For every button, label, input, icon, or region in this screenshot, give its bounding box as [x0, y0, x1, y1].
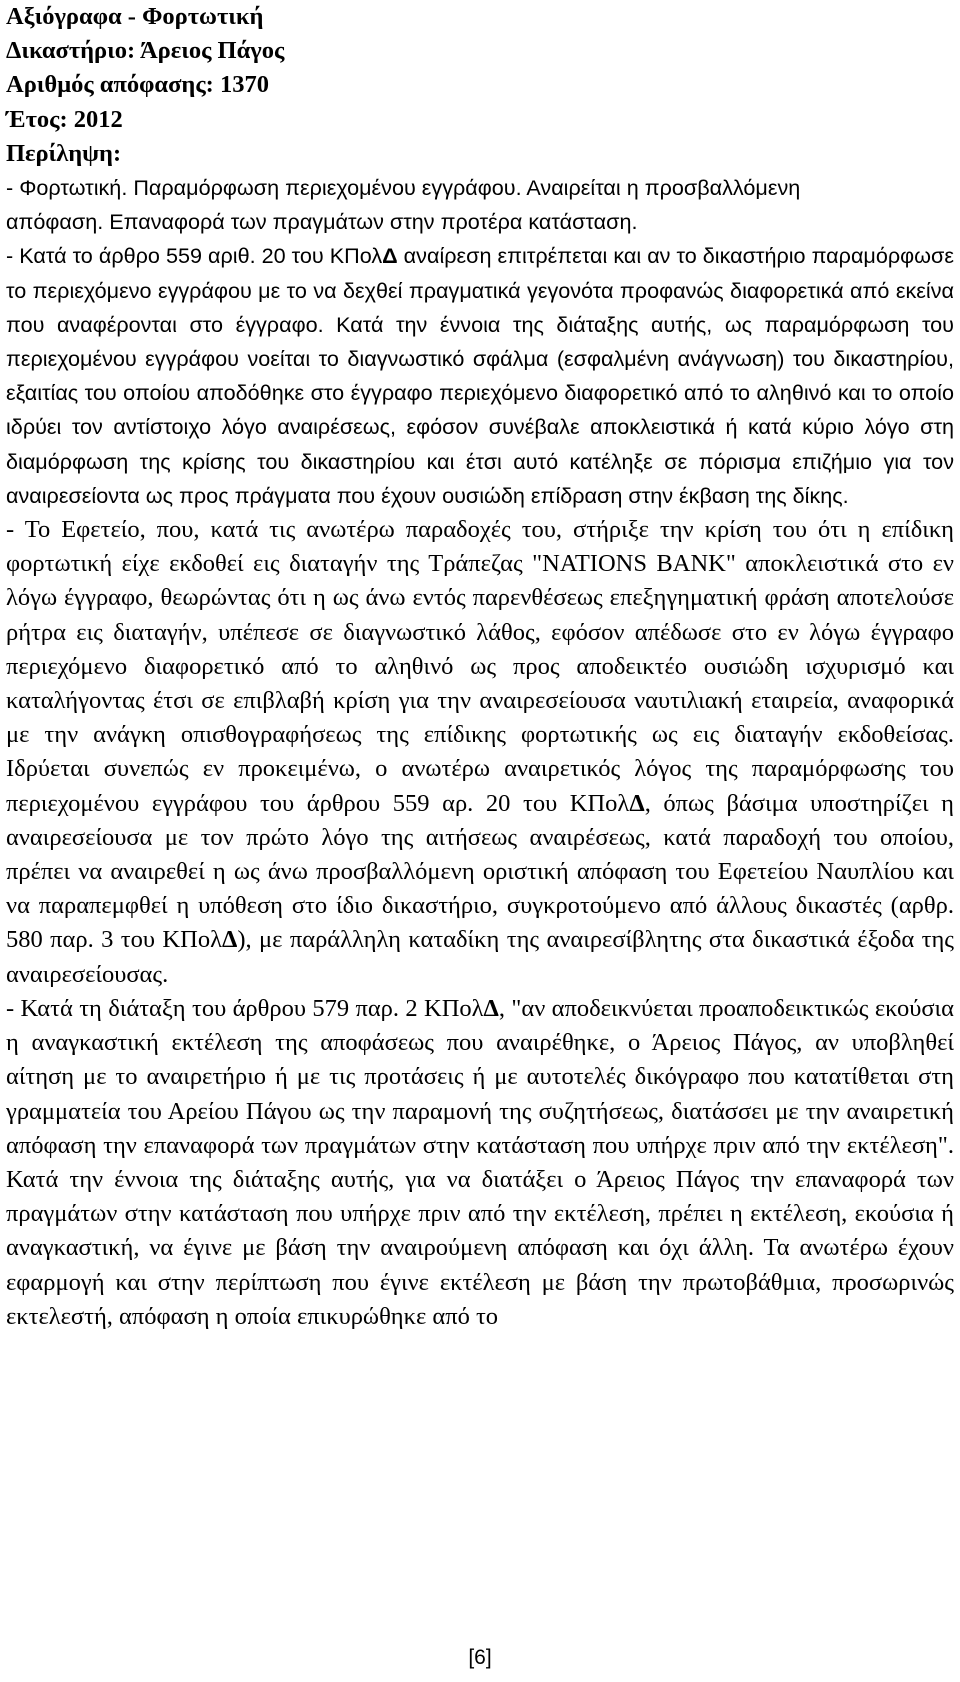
document-category: Αξιόγραφα - Φορτωτική [6, 3, 264, 30]
paragraph-text: αναίρεση επιτρέπεται και αν το δικαστήριο παραμόρφωσε το περιεχόμενο εγγράφου με το να δεχθεί πραγματικά γεγονότα προφανώς διαφορετικά από εκείνα που αναφέρονται στο έγγραφο. Κατά την έννοια της διάταξης αυτής, ως παραμόρφωση του περιεχομένου εγγράφου νοείται το διαγνωστικό σφάλμα (εσφαλμένη ανάγνωση) του δικαστηρίου, εξαιτίας του οποίου αποδόθηκε στο έγγραφο περιεχόμενο διαφορετικό από το αληθινό και το οποίο ιδρύει τον αντίστοιχο λόγο αναιρέσεως, εφόσον συνέβαλε αποκλειστικά ή κατά κύριο λόγο στη διαμόρφωση της κρίσης του δικαστηρίου και έτσι αυτό κατέληξε σε πόρισμα επιζήμιο για τον αναιρεσείοντα ως προς πράγματα που έχουν ουσιώδη επίδραση στην έκβαση της δίκης. [6, 243, 954, 508]
document-page [6, 0, 954, 1334]
paragraph-text-bold: Δ [629, 789, 645, 817]
paragraph-text-bold: Δ [483, 994, 499, 1022]
decision-year: Έτος: 2012 [6, 105, 123, 133]
summary-line: - Φορτωτική. Παραμόρφωση περιεχομένου εγγράφου. Αναιρείται η προσβαλλόμενη [6, 175, 801, 201]
page-number: [6] [468, 1646, 492, 1669]
decision-number: Αριθμός απόφασης: 1370 [6, 71, 269, 99]
paragraph-text: ), με παράλληλη καταδίκη της αναιρεσίβλητης στα δικαστικά έξοδα της αναιρεσείουσας. [6, 926, 954, 988]
paragraph-text: - Κατά τη διάταξη του άρθρου 579 παρ. 2 ΚΠολ [6, 994, 484, 1022]
paragraph-text: - Κατά το άρθρο 559 αριθ. 20 του ΚΠολ [6, 243, 383, 269]
summary-heading: Περίληψη: [6, 139, 122, 167]
paragraph-text-bold: Δ [382, 243, 398, 269]
paragraph-text: , "αν αποδεικνύεται προαποδεικτικώς εκούσια η αναγκαστική εκτέλεση της αποφάσεως που αναιρέθηκε, ο Άρειος Πάγος, αν υποβληθεί αίτηση με το αναιρετήριο ή με τις προτάσεις ή με αυτοτελές δικόγραφο που κατατίθεται στη γραμματεία του Αρείου Πάγου ως την παραμονή της συζητήσεως, διατάσσει με την αναιρετική απόφαση την επαναφορά των πραγμάτων στην κατάσταση που υπήρχε πριν από την εκτέλεση". Κατά την έννοια της διάταξης αυτής, για να διατάξει ο Άρειος Πάγος την επαναφορά των πραγμάτων στην κατάσταση που υπήρχε πριν από την εκτέλεση, πρέπει η εκτέλεση, εκούσια ή αναγκαστική, να έγινε με βάση την αναιρούμενη απόφαση και όχι άλλη. Τα ανωτέρω έχουν εφαρμογή και στην περίπτωση που έγινε εκτέλεση με βάση την πρωτοβάθμια, προσωρινώς εκτελεστή, απόφαση η οποία επικυρώθηκε από το [6, 994, 954, 1330]
summary-paragraph-3 [6, 513, 954, 992]
paragraph-text-bold: Δ [221, 926, 238, 954]
document-header [6, 0, 954, 171]
court-name: Δικαστήριο: Άρειος Πάγος [6, 37, 285, 65]
paragraph-text: - Το Εφετείο, που, κατά τις ανωτέρω παραδοχές του, στήριξε την κρίση του ότι η επίδικη φορτωτική είχε εκδοθεί εις διαταγήν της Τράπεζας "NATIONS BANK" αποκλειστικά στο εν λόγω έγγραφο, θεωρώντας ότι η ως άνω εντός παρενθέσεως επεξηγηματική φράση αποτελούσε ρήτρα εις διαταγήν, υπέπεσε σε διαγνωστικό λάθος, εφόσον απέδωσε στο εν λόγω έγγραφο περιεχόμενο διαφορετικό από το αληθινό ως προς αποδεικτέο ουσιώδη ισχυρισμό και καταλήγοντας έτσι σε επιβλαβή κρίση για την αναιρεσείουσα ναυτιλιακή εταιρεία, αναφορικά με την ανάγκη οπισθογραφήσεως της επίδικης φορτωτικής ως εις διαταγήν εκδοθείσας. Ιδρύεται συνεπώς εν προκειμένω, ο ανωτέρω αναιρετικός λόγος της παραμόρφωσης του περιεχομένου εγγράφου του άρθρου 559 αρ. 20 του ΚΠολ [6, 516, 954, 817]
paragraph-text: , όπως βάσιμα υποστηρίζει η αναιρεσείουσα με τον πρώτο λόγο της αιτήσεως αναιρέσεως, κατά παραδοχή του οποίου, πρέπει να αναιρεθεί η ως άνω προσβαλλόμενη οριστική απόφαση του Εφετείου Ναυπλίου και να παραπεμφθεί η υπόθεση στο ίδιο δικαστήριο, συγκροτούμενο από άλλους δικαστές (αρθρ. 580 παρ. 3 του ΚΠολ [6, 789, 954, 954]
summary-paragraph-2 [6, 239, 954, 513]
summary-paragraph-4 [6, 992, 954, 1334]
summary-paragraph-1 [6, 171, 954, 239]
summary-line: απόφαση. Επαναφορά των πραγμάτων στην προτέρα κατάσταση. [6, 209, 638, 235]
